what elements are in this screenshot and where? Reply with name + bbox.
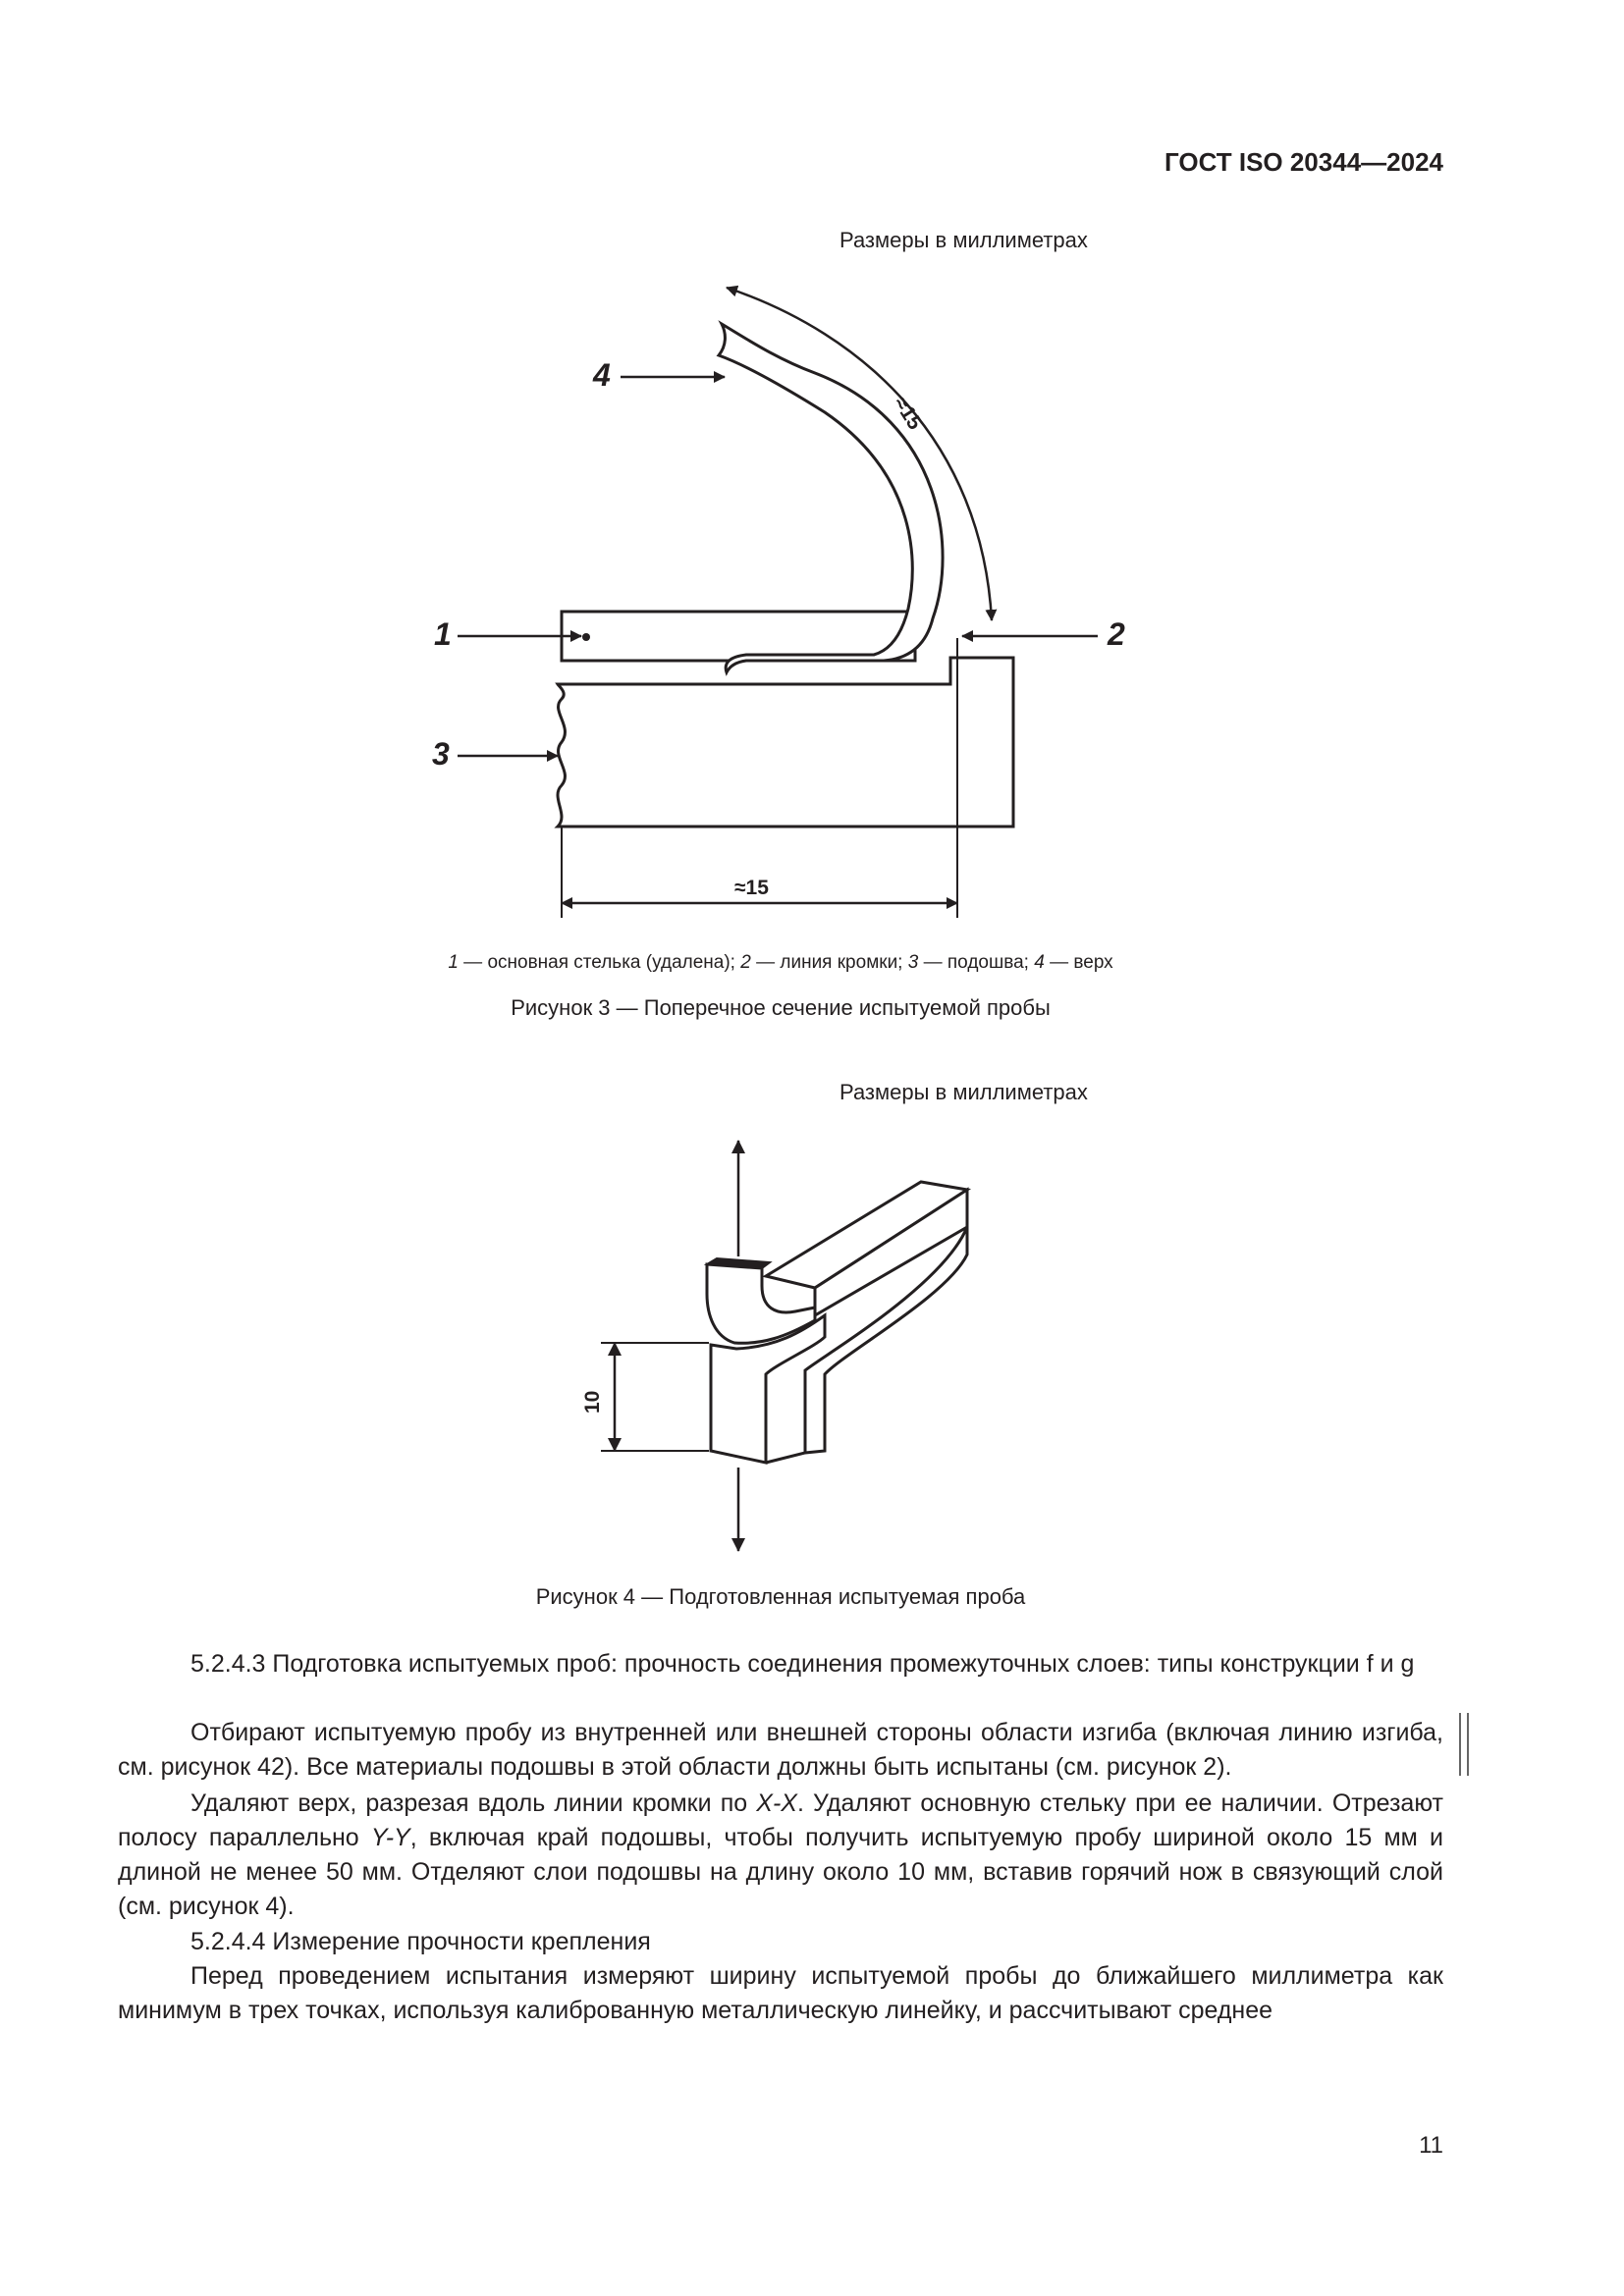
legend-text-4: — верх	[1044, 952, 1113, 973]
figure3-legend	[118, 952, 1443, 974]
paragraph-measurement-text: Перед проведением испытания измеряют ширину испытуемой пробы до ближайшего миллиметра как минимум в трех точках, используя калиброванную металлическую линейку, и рассчитывают среднее	[118, 1962, 1443, 2024]
paragraph-5-2-4-4-text: 5.2.4.4 Измерение прочности крепления	[190, 1928, 651, 1955]
legend-text-1: — основная стелька (удалена);	[458, 952, 741, 973]
legend-text-3: — подошва;	[918, 952, 1035, 973]
figure4-caption: Рисунок 4 — Подготовленная испытуемая проба	[535, 1584, 1026, 1609]
figure3-arc-dimension: ≈15	[889, 393, 927, 434]
legend-num-1: 1	[448, 952, 459, 973]
figure3-width-dimension: ≈15	[734, 877, 769, 899]
sole-block	[558, 658, 1013, 827]
figure3-label-4: 4	[593, 357, 611, 393]
figure3-drawing	[0, 0, 1624, 982]
section-yy: Y-Y	[370, 1824, 410, 1851]
figure3-label-1: 1	[434, 616, 452, 652]
legend-num-2: 2	[740, 952, 751, 973]
paragraph-cutting-text-b: . Удаляют основную стельку при ее наличии. Отрезают полосу параллельно	[118, 1789, 1443, 1851]
page-number: 11	[1419, 2132, 1443, 2159]
arc-dimension-line	[727, 288, 992, 620]
figure3-units-note: Размеры в миллиметрах	[839, 228, 1088, 252]
paragraph-measurement	[118, 1959, 1443, 2028]
paragraph-sampling	[118, 1716, 1443, 1785]
legend-num-4: 4	[1034, 952, 1045, 973]
figure4-drawing	[0, 1080, 1624, 1590]
figure3-caption: Рисунок 3 — Поперечное сечение испытуемой пробы	[511, 995, 1051, 1020]
figure4-units-note: Размеры в миллиметрах	[839, 1080, 1088, 1104]
figure4-height-dimension: 10	[581, 1390, 604, 1414]
document-header: ГОСТ ISO 20344—2024	[1164, 147, 1443, 177]
change-bar	[1459, 1713, 1469, 1776]
paragraph-5-2-4-3	[118, 1647, 1443, 1682]
paragraph-5-2-4-4	[118, 1925, 1443, 1959]
paragraph-cutting	[118, 1787, 1443, 1924]
insole-dot	[582, 633, 590, 641]
paragraph-cutting-text-a: Удаляют верх, разрезая вдоль линии кромки по	[190, 1789, 757, 1817]
paragraph-cutting-text-c: , включая край подошвы, чтобы получить испытуемую пробу шириной около 15 мм и длиной не менее 50 мм. Отделяют слои подошвы на длину около 10 мм, вставив горячий нож в связующий слой (см. рисунок 4).	[118, 1824, 1443, 1920]
paragraph-5-2-4-3-text: 5.2.4.3 Подготовка испытуемых проб: прочность соединения промежуточных слоев: типы конструкции f и g	[190, 1650, 1415, 1678]
paragraph-sampling-text: Отбирают испытуемую пробу из внутренней или внешней стороны области изгиба (включая линию изгиба, см. рисунок 42). Все материалы подошвы в этой области должны быть испытаны (см. рисунок 2).	[118, 1719, 1443, 1781]
figure3-label-3: 3	[432, 736, 450, 772]
legend-text-2: — линия кромки;	[750, 952, 908, 973]
section-xx: X-X	[756, 1789, 797, 1817]
figure3-label-2: 2	[1108, 616, 1125, 652]
legend-num-3: 3	[907, 952, 919, 973]
